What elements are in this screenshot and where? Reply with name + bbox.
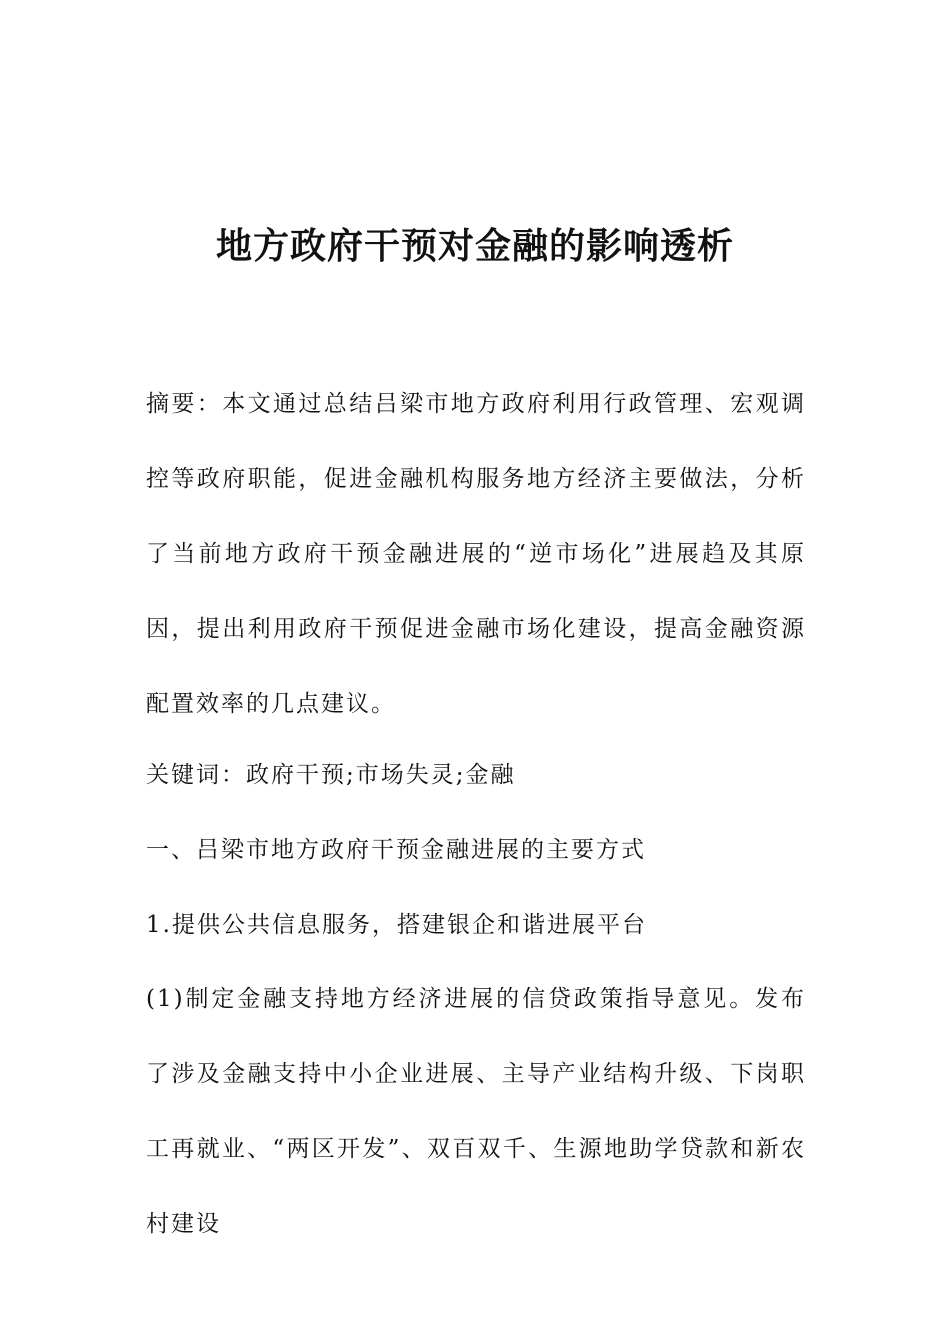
subsection-heading: 1.提供公共信息服务，搭建银企和谐进展平台 bbox=[146, 912, 647, 938]
abstract-paragraph: 摘要：本文通过总结吕梁市地方政府利用行政管理、宏观调控等政府职能，促进金融机构服务地方经济主要做法，分析了当前地方政府干预金融进展的“逆市场化”进展趋及其原因，提出利用政府干预促进金融市场化建设，提高金融资源配置效率的几点建议。 bbox=[146, 391, 806, 717]
section-heading: 一、吕梁市地方政府干预金融进展的主要方式 bbox=[146, 837, 646, 863]
keywords-line: 关键词：政府干预;市场失灵;金融 bbox=[146, 762, 516, 788]
document-title: 地方政府干预对金融的影响透析 bbox=[215, 226, 734, 267]
body-paragraph: (1)制定金融支持地方经济进展的信贷政策指导意见。发布了涉及金融支持中小企业进展、主导产业结构升级、下岗职工再就业、“两区开发”、双百双千、生源地助学贷款和新农村建设 bbox=[146, 986, 806, 1237]
